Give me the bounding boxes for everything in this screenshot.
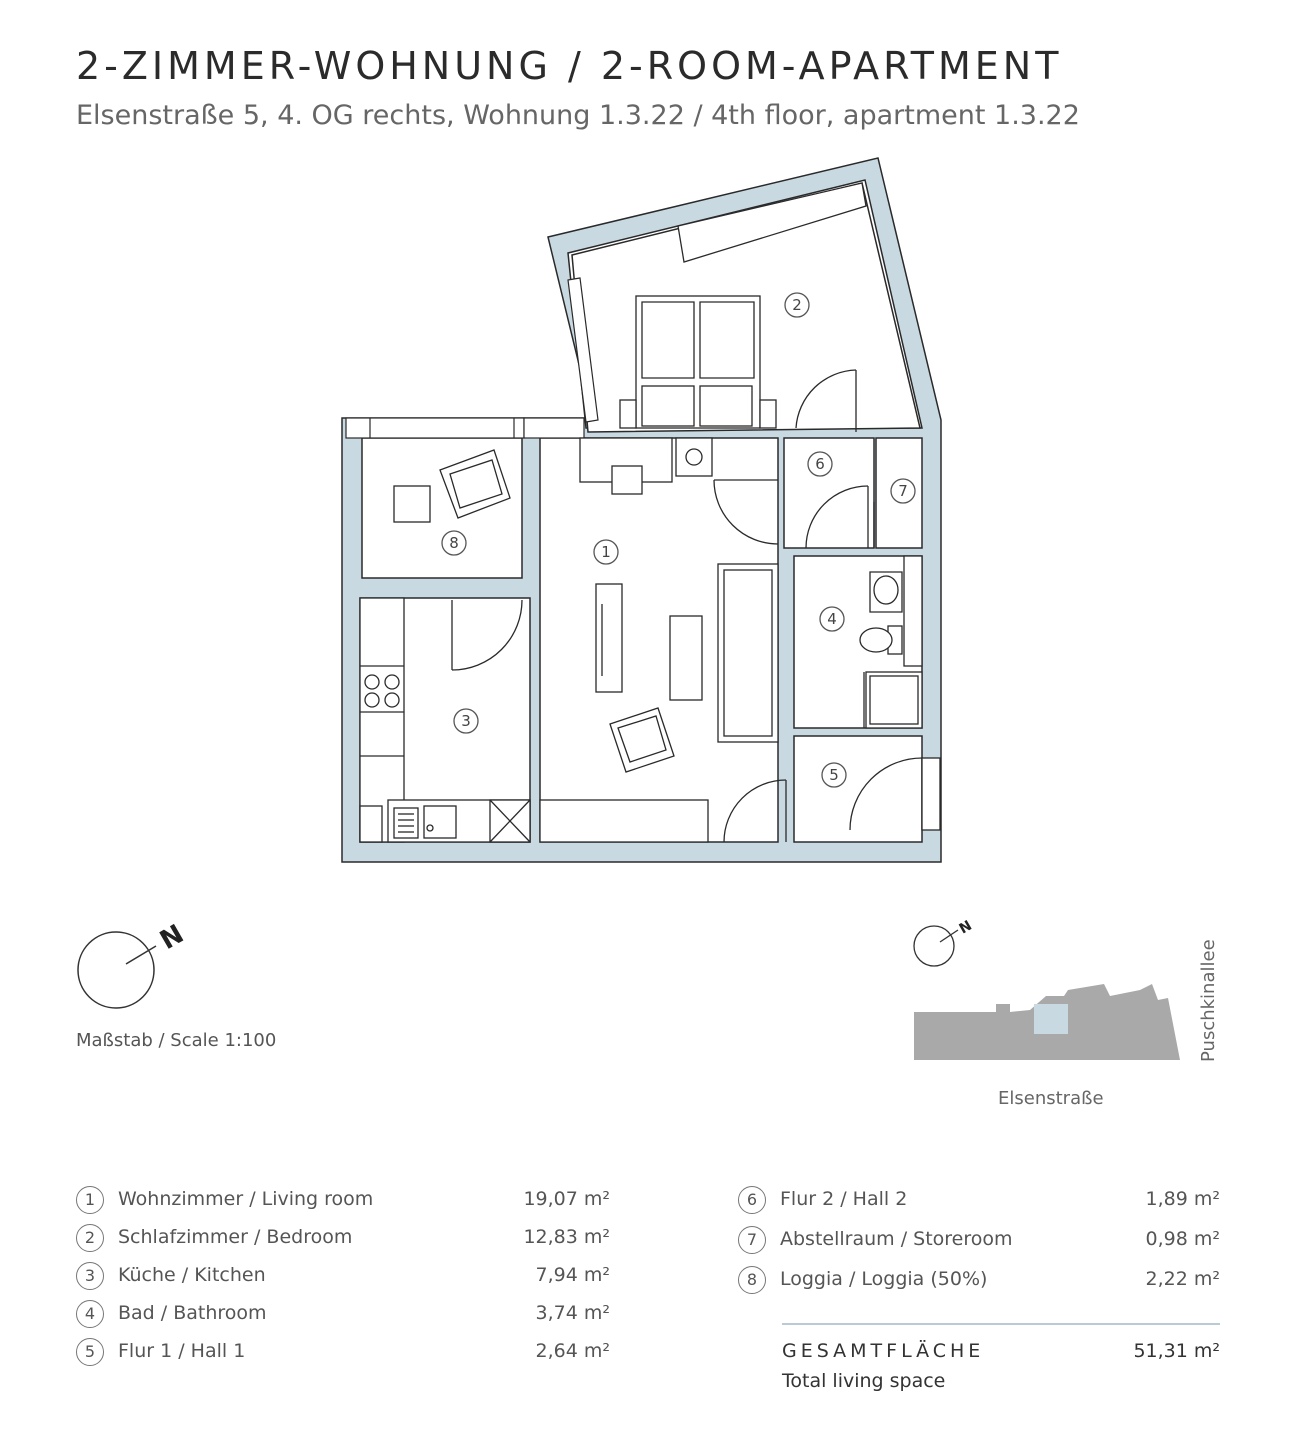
page-subtitle: Elsenstraße 5, 4. OG rechts, Wohnung 1.3.22 / 4th floor, apartment 1.3.22 (76, 100, 1080, 131)
legend-label: Abstellraum / Storeroom (780, 1228, 1013, 1250)
legend-number: 1 (76, 1186, 104, 1214)
total-label: GESAMTFLÄCHE (782, 1340, 985, 1362)
legend-area: 0,98 m² (1145, 1228, 1220, 1250)
room-legend-right (738, 1186, 1220, 1306)
total-value: 51,31 m² (1133, 1340, 1220, 1362)
legend-number: 8 (738, 1266, 766, 1294)
room-marker-8 (442, 531, 466, 555)
room-marker-7 (891, 479, 915, 503)
legend-number: 3 (76, 1262, 104, 1290)
svg-text:8: 8 (449, 534, 459, 552)
legend-row-7 (738, 1226, 1220, 1258)
legend-label: Wohnzimmer / Living room (118, 1188, 374, 1210)
room-marker-3 (454, 709, 478, 733)
total-divider (782, 1323, 1220, 1325)
legend-number: 7 (738, 1226, 766, 1254)
svg-text:2: 2 (792, 296, 802, 314)
svg-text:5: 5 (829, 766, 839, 784)
street-label-bottom: Elsenstraße (998, 1088, 1104, 1109)
legend-area: 1,89 m² (1145, 1188, 1220, 1210)
legend-label: Flur 2 / Hall 2 (780, 1188, 908, 1210)
legend-label: Schlafzimmer / Bedroom (118, 1226, 353, 1248)
scale-label: Maßstab / Scale 1:100 (76, 1030, 277, 1051)
svg-text:1: 1 (601, 543, 611, 561)
site-north-arrow-icon (914, 926, 958, 966)
legend-label: Bad / Bathroom (118, 1302, 267, 1324)
svg-text:6: 6 (815, 455, 825, 473)
north-arrow-icon (78, 932, 156, 1008)
page-title: 2-ZIMMER-WOHNUNG / 2-ROOM-APARTMENT (76, 44, 1063, 88)
room-marker-6 (808, 452, 832, 476)
room-marker-4 (820, 607, 844, 631)
svg-text:3: 3 (461, 712, 471, 730)
total-sublabel: Total living space (782, 1370, 946, 1392)
legend-number: 6 (738, 1186, 766, 1214)
north-label: N (155, 919, 189, 957)
legend-row-8 (738, 1266, 1220, 1298)
street-label-side: Puschkinallee (1198, 939, 1219, 1062)
legend-area: 3,74 m² (535, 1302, 610, 1324)
legend-row-2 (76, 1224, 616, 1256)
legend-row-5 (76, 1338, 616, 1370)
legend-area: 12,83 m² (523, 1226, 610, 1248)
legend-area: 19,07 m² (523, 1188, 610, 1210)
legend-label: Küche / Kitchen (118, 1264, 266, 1286)
legend-area: 2,64 m² (535, 1340, 610, 1362)
site-apartment-highlight (1034, 1004, 1068, 1034)
room-marker-5 (822, 763, 846, 787)
svg-text:7: 7 (898, 482, 908, 500)
legend-row-3 (76, 1262, 616, 1294)
svg-text:4: 4 (827, 610, 837, 628)
legend-area: 7,94 m² (535, 1264, 610, 1286)
room-marker-1 (594, 540, 618, 564)
legend-number: 4 (76, 1300, 104, 1328)
legend-label: Flur 1 / Hall 1 (118, 1340, 246, 1362)
legend-row-1 (76, 1186, 616, 1218)
legend-area: 2,22 m² (1145, 1268, 1220, 1290)
room-legend-left (76, 1186, 616, 1386)
legend-row-4 (76, 1300, 616, 1332)
legend-row-6 (738, 1186, 1220, 1218)
room-marker-2 (785, 293, 809, 317)
legend-label: Loggia / Loggia (50%) (780, 1268, 988, 1290)
legend-number: 5 (76, 1338, 104, 1366)
legend-number: 2 (76, 1224, 104, 1252)
site-north-label: N (956, 917, 975, 938)
